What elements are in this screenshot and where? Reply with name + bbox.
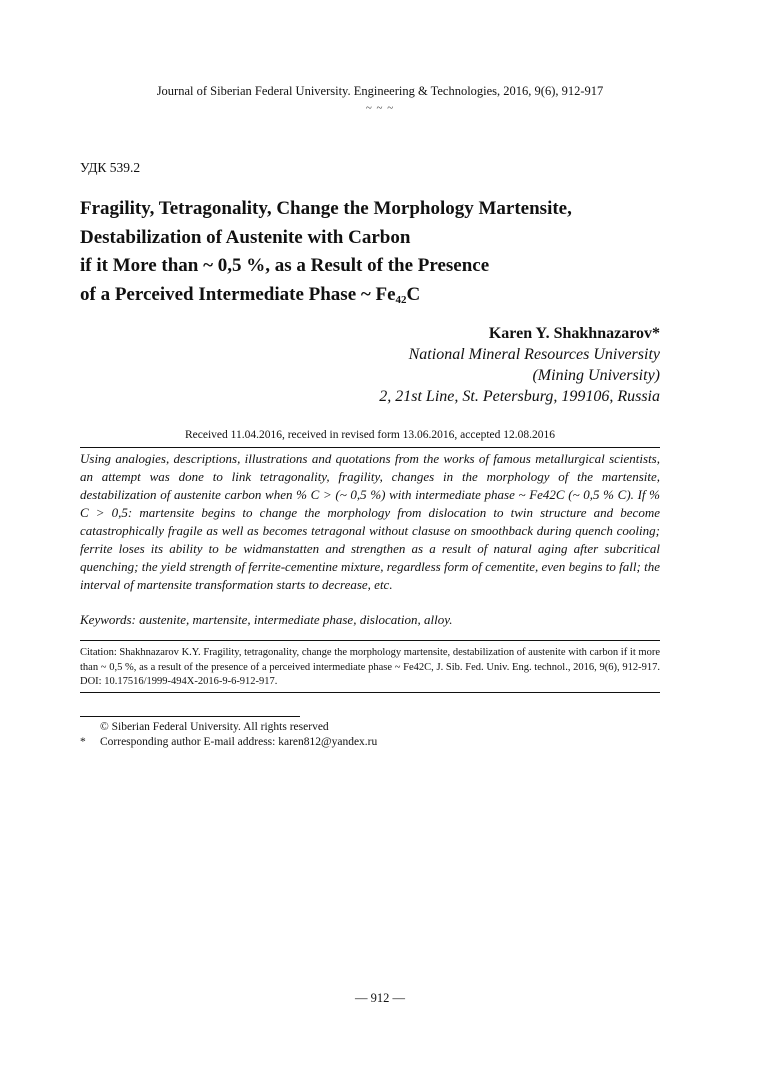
udk-code: УДК 539.2 — [80, 160, 141, 175]
divider-top — [80, 447, 660, 448]
title-line-3: if it More than ~ 0,5 %, as a Result of the Presence — [80, 255, 490, 276]
affiliation-line-2: (Mining University) — [532, 367, 660, 384]
affiliation-line-3: 2, 21st Line, St. Petersburg, 199106, Russia — [379, 388, 660, 405]
divider-citation-bottom — [80, 692, 660, 693]
title-subscript: 42 — [395, 293, 407, 306]
title-line-2: Destabilization of Austenite with Carbon — [80, 226, 411, 248]
header-ornament: ~ ~ ~ — [365, 102, 395, 114]
author-block — [300, 323, 660, 407]
title-line-4-text: of a Perceived Intermediate Phase ~ Fe — [80, 283, 396, 305]
title-line-1: Fragility, Tetragonality, Change the Morphology Martensite, — [80, 198, 572, 219]
footnote-rule — [80, 716, 300, 717]
keywords: Keywords: austenite, martensite, intermediate phase, dislocation, alloy. — [80, 612, 453, 627]
abstract: Using analogies, descriptions, illustrations and quotations from the works of famous metallurgical scientists, an attempt was done to link tetragonality, fragility, changes in the morphology of the martensite, destabilization of austenite carbon when % C > (~ 0,5 %) with intermediate phase ~ Fe42C (~ 0,5 % C). If % C > 0,5: martensite begins to change the morphology from dislocation to twin structure and become catastrophically fragile as well as becomes tetragonal without clasuse on smoothback during quench cooling; ferrite loses its ability to be widmanstatten and strengthen as a result of natural aging after subcritical quenching; the yield strength of ferrite-cementine mixture, regardless form of cementite, even begins to fall; the interval of martensite transformation starts to decrease, etc. — [80, 451, 660, 592]
copyright-text: © Siberian Federal University. All rights reserved — [100, 721, 329, 733]
footnote-copyright — [80, 720, 329, 735]
divider-citation-top — [80, 640, 660, 641]
footnote-star: * — [80, 736, 86, 748]
paper-title — [80, 195, 680, 314]
page-number: — 912 — — [355, 991, 405, 1005]
affiliation-line-1: National Mineral Resources University — [408, 346, 660, 363]
footnote-corresponding — [80, 735, 377, 750]
corresponding-text: Corresponding author E-mail address: karen812@yandex.ru — [100, 736, 378, 748]
journal-header: Journal of Siberian Federal University. Engineering & Technologies, 2016, 9(6), 912-917 — [156, 84, 604, 98]
title-line-4-end: C — [406, 283, 421, 305]
author-name: Karen Y. Shakhnazarov* — [488, 325, 660, 342]
title-line-4 — [80, 281, 680, 315]
received-dates: Received 11.04.2016, received in revised form 13.06.2016, accepted 12.08.2016 — [184, 429, 556, 441]
citation: Citation: Shakhnazarov K.Y. Fragility, tetragonality, change the morphology martensite, destabilization of austenite with carbon if it more than ~ 0,5 %, as a result of the presence of a perceived intermediate phase ~ Fe42C, J. Sib. Fed. Univ. Eng. technol., 2016, 9(6), 912-917. DOI: 10.17516/1999-494X-2016-9-6-912-917. — [80, 647, 660, 687]
